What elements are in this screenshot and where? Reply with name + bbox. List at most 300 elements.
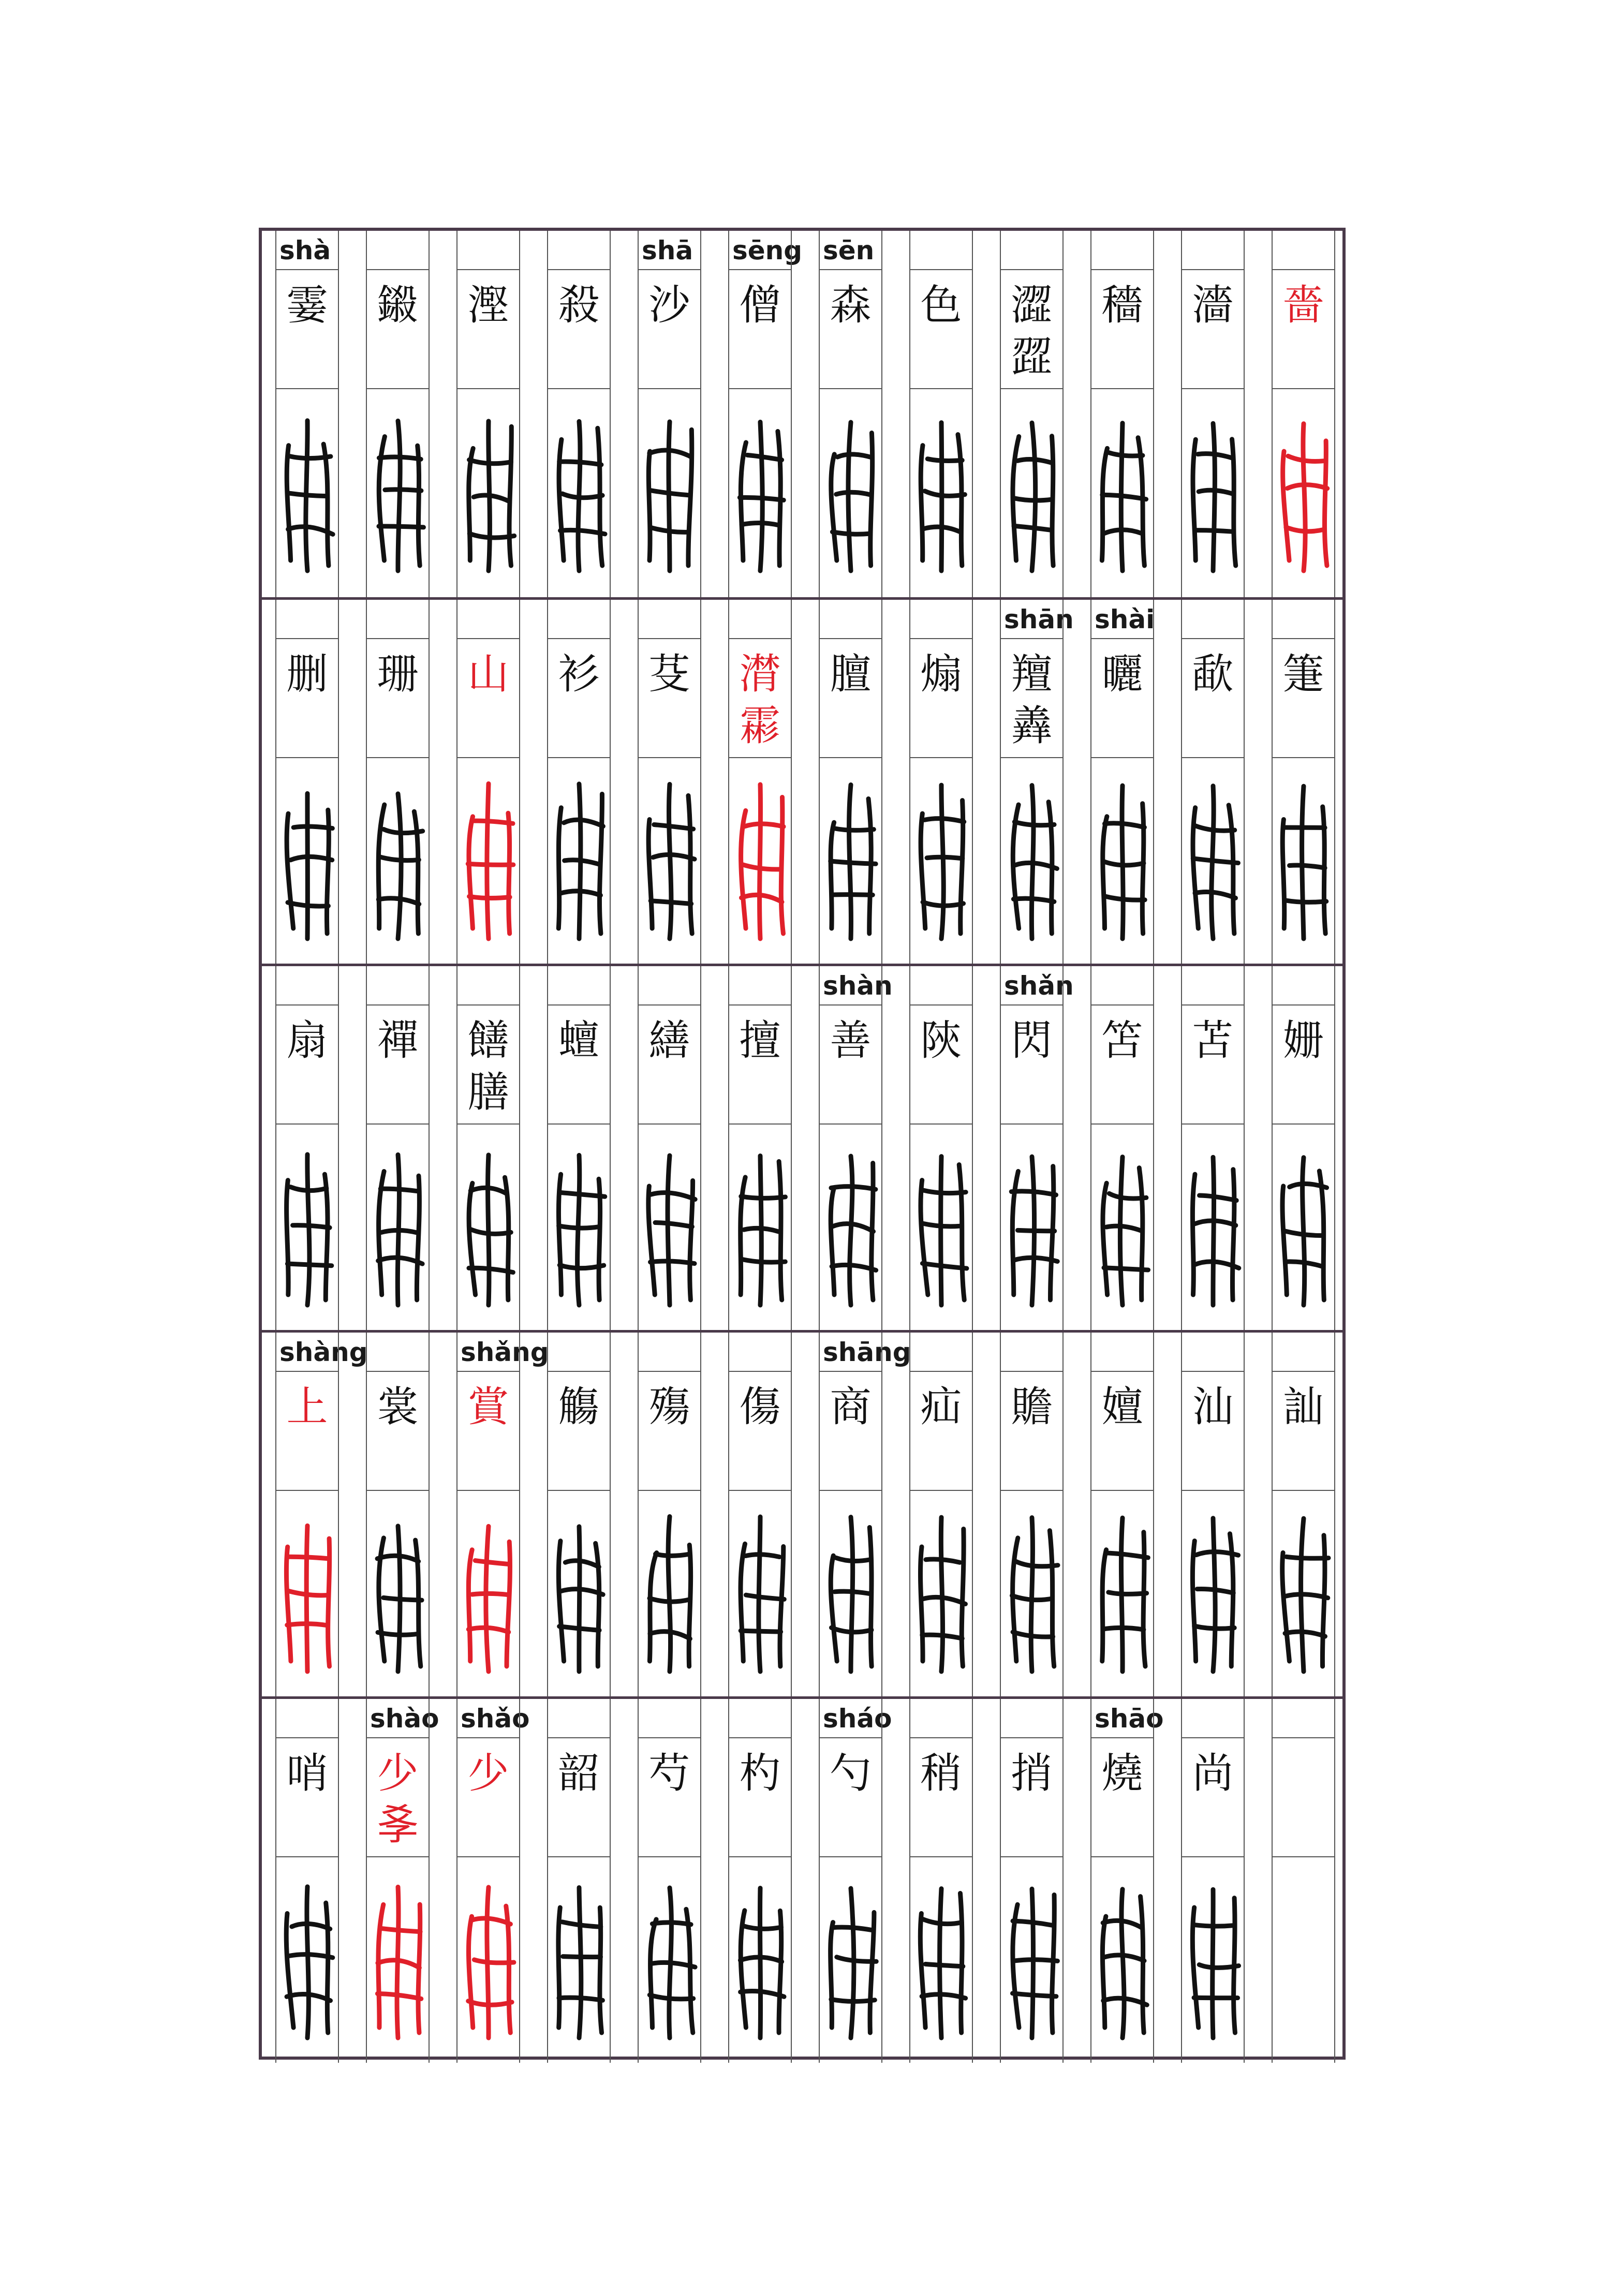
seal-stroke: [649, 1552, 656, 1661]
character-cell: [805, 1333, 911, 1696]
character-cell: [1077, 1333, 1168, 1696]
modern-glyph: 善: [830, 1016, 872, 1064]
seal-stroke: [831, 1189, 834, 1294]
modern-character: [1181, 1738, 1245, 1857]
seal-stroke: [559, 1626, 599, 1630]
seal-stroke: [381, 1230, 416, 1232]
seal-stroke: [831, 822, 834, 928]
modern-glyph: 穡: [1101, 281, 1143, 329]
seal-stroke: [1282, 819, 1284, 928]
character-row: [262, 1696, 1342, 2063]
pinyin-label: [1181, 966, 1245, 1005]
seal-stroke: [385, 490, 421, 491]
seal-script-drawing: [551, 405, 608, 581]
seal-stroke: [927, 459, 962, 461]
seal-stroke: [921, 446, 923, 560]
modern-glyph: 哨: [286, 1749, 328, 1797]
seal-script-glyph: [1181, 1857, 1245, 2063]
modern-glyph: 嗇: [1282, 281, 1324, 329]
seal-script-glyph: [1000, 389, 1064, 597]
seal-stroke: [1139, 1167, 1143, 1299]
modern-glyph: 尚: [1192, 1749, 1234, 1797]
pinyin-label: [275, 966, 339, 1005]
seal-stroke: [925, 491, 965, 496]
character-cell: [262, 600, 352, 964]
modern-character: [638, 639, 701, 758]
seal-stroke: [306, 1886, 308, 2037]
seal-script-glyph: [456, 758, 520, 964]
modern-character: [1090, 1372, 1154, 1491]
pinyin-label: [1090, 966, 1154, 1005]
seal-script-drawing: [460, 1506, 517, 1682]
seal-stroke: [741, 1544, 745, 1661]
modern-character: [1272, 1005, 1335, 1125]
pinyin-label: [638, 1699, 701, 1738]
seal-stroke: [868, 798, 871, 933]
seal-stroke: [1286, 1557, 1328, 1558]
character-cell: [352, 231, 443, 597]
pinyin-label: [1181, 1699, 1245, 1738]
seal-stroke: [1108, 1592, 1146, 1593]
seal-stroke: [1289, 865, 1325, 867]
pinyin-label: [728, 966, 792, 1005]
seal-script-drawing: [1185, 1140, 1242, 1315]
seal-script-drawing: [460, 1872, 517, 2048]
modern-character: [638, 270, 701, 389]
seal-stroke: [558, 1907, 559, 2028]
seal-stroke: [668, 1516, 670, 1672]
seal-script-glyph: [1000, 1125, 1064, 1330]
seal-stroke: [565, 1560, 599, 1566]
seal-stroke: [925, 1964, 963, 1966]
seal-script-glyph: [638, 389, 701, 597]
seal-stroke: [1012, 1537, 1017, 1661]
seal-script-glyph: [456, 389, 520, 597]
seal-stroke: [469, 896, 509, 898]
pinyin-label: [366, 966, 430, 1005]
seal-stroke: [397, 421, 400, 571]
seal-stroke: [1192, 1541, 1195, 1661]
modern-character: [1000, 270, 1064, 389]
modern-character: [909, 1738, 973, 1857]
modern-glyph: 色: [920, 281, 962, 329]
seal-script-glyph: [728, 1491, 792, 1696]
seal-stroke: [957, 435, 962, 566]
seal-stroke: [291, 1924, 330, 1929]
character-cell: [896, 1699, 986, 2063]
seal-stroke: [383, 829, 422, 833]
seal-stroke: [652, 1962, 695, 1967]
seal-stroke: [323, 444, 329, 566]
modern-character: [547, 1738, 611, 1857]
seal-script-glyph: [728, 1857, 792, 2063]
pinyin-label: shài: [1090, 600, 1154, 639]
modern-glyph: 陝: [920, 1016, 962, 1064]
seal-stroke: [417, 446, 419, 566]
seal-stroke: [472, 1918, 510, 1924]
seal-script-drawing: [1094, 1872, 1151, 2048]
seal-stroke: [579, 1887, 581, 2038]
seal-stroke: [832, 894, 872, 895]
seal-stroke: [654, 824, 693, 829]
modern-character: [1181, 1372, 1245, 1491]
seal-stroke: [563, 1956, 600, 1957]
modern-character: [456, 639, 520, 758]
seal-stroke: [324, 1174, 328, 1300]
modern-glyph: 歰: [1011, 333, 1053, 381]
seal-script-glyph: [819, 389, 882, 597]
modern-character: [819, 1738, 882, 1857]
character-cell: [1077, 600, 1168, 964]
character-cell: [624, 1699, 715, 2063]
modern-glyph: 衫: [558, 650, 600, 698]
modern-glyph: 上: [286, 1383, 328, 1431]
character-cell: [534, 1699, 624, 2063]
seal-stroke: [1052, 1895, 1054, 2032]
pinyin-label: [547, 231, 611, 270]
modern-glyph: 疝: [920, 1383, 962, 1431]
seal-stroke: [468, 864, 513, 865]
seal-script-drawing: [1185, 1506, 1242, 1682]
seal-script-glyph: [275, 1857, 339, 2063]
modern-character: [909, 270, 973, 389]
character-cell: [1077, 966, 1168, 1330]
pinyin-label: [1090, 1333, 1154, 1372]
pinyin-label: [275, 1699, 339, 1738]
seal-stroke: [1302, 1157, 1304, 1305]
modern-character: [1000, 1005, 1064, 1125]
pinyin-label: [638, 600, 701, 639]
character-cell: [262, 1699, 352, 2063]
pinyin-label: [456, 231, 520, 270]
seal-stroke: [920, 1547, 923, 1661]
modern-character: [909, 1005, 973, 1125]
modern-glyph: 訕: [1282, 1383, 1324, 1431]
character-cell: [715, 1699, 805, 2063]
seal-stroke: [1232, 1169, 1234, 1299]
seal-stroke: [830, 1922, 833, 2027]
pinyin-label: [1090, 231, 1154, 270]
seal-stroke: [1142, 803, 1143, 933]
character-cell: [1258, 1699, 1349, 2063]
seal-script-glyph: [456, 1491, 520, 1696]
character-row: [262, 964, 1342, 1330]
modern-character: [547, 1372, 611, 1491]
character-cell: [443, 966, 534, 1330]
seal-stroke: [922, 1994, 965, 1998]
seal-stroke: [1229, 805, 1234, 933]
seal-stroke: [1106, 1553, 1148, 1558]
seal-script-glyph: [1181, 758, 1245, 964]
pinyin-label: shǎn: [1000, 966, 1064, 1005]
character-cell: [986, 1699, 1077, 2063]
pinyin-label: [909, 231, 973, 270]
seal-stroke: [832, 1927, 871, 1930]
seal-stroke: [1108, 452, 1142, 456]
pinyin-label: shàng: [275, 1333, 339, 1372]
seal-script-glyph: [366, 1491, 430, 1696]
character-cell: [1168, 966, 1258, 1330]
seal-stroke: [560, 1589, 602, 1594]
seal-script-glyph: [1272, 1857, 1335, 2063]
pinyin-label: shāo: [1090, 1699, 1154, 1738]
seal-stroke: [287, 1264, 331, 1266]
character-cell: [896, 231, 986, 597]
seal-stroke: [688, 795, 691, 934]
character-cell: [986, 1333, 1077, 1696]
seal-stroke: [1192, 1174, 1195, 1295]
modern-character: [728, 1372, 792, 1491]
modern-character: [728, 270, 792, 389]
seal-stroke: [509, 426, 511, 566]
modern-character: [366, 1738, 430, 1857]
seal-script-glyph: [1090, 389, 1154, 597]
seal-script-glyph: [1181, 1125, 1245, 1330]
pinyin-label: [366, 600, 430, 639]
modern-glyph: 擅: [739, 1016, 781, 1064]
seal-stroke: [927, 857, 963, 859]
seal-stroke: [1103, 1628, 1143, 1630]
seal-script-drawing: [279, 773, 336, 949]
seal-stroke: [1212, 1889, 1213, 2038]
character-cell: [805, 231, 896, 597]
seal-script-drawing: [641, 405, 698, 581]
pinyin-label: [1181, 1333, 1245, 1372]
seal-stroke: [378, 1632, 418, 1635]
seal-stroke: [289, 456, 331, 458]
seal-stroke: [307, 1154, 309, 1305]
modern-character: [1181, 1005, 1245, 1125]
seal-script-drawing: [641, 1506, 698, 1682]
pinyin-label: [1272, 231, 1335, 270]
seal-stroke: [851, 1517, 853, 1671]
modern-glyph: 殺: [558, 281, 600, 329]
seal-stroke: [1286, 1594, 1327, 1598]
modern-glyph: 僧: [739, 281, 781, 329]
seal-stroke: [650, 1261, 694, 1263]
character-cell: [715, 231, 805, 597]
seal-stroke: [920, 1913, 925, 2028]
seal-stroke: [1199, 1195, 1236, 1200]
seal-stroke: [742, 523, 778, 525]
pinyin-label: [638, 1333, 701, 1372]
modern-character: [456, 1005, 520, 1125]
modern-glyph: 山: [467, 650, 509, 698]
seal-script-glyph: [547, 1857, 611, 2063]
seal-script-drawing: [1003, 1872, 1060, 2048]
seal-stroke: [383, 1598, 421, 1600]
seal-script-glyph: [1090, 1125, 1154, 1330]
seal-script-drawing: [551, 1872, 608, 2048]
modern-glyph: 汕: [1192, 1383, 1234, 1431]
seal-script-drawing: [370, 1140, 426, 1315]
character-row: [262, 597, 1342, 964]
seal-script-glyph: [728, 1125, 792, 1330]
pinyin-label: [728, 1333, 792, 1372]
character-cell: [1258, 600, 1349, 964]
character-cell: [534, 600, 624, 964]
seal-stroke: [747, 455, 781, 460]
seal-script-glyph: [456, 1125, 520, 1330]
seal-stroke: [741, 1196, 785, 1198]
seal-stroke: [651, 900, 691, 904]
seal-stroke: [1289, 1184, 1326, 1187]
character-cell: [1168, 1699, 1258, 2063]
pinyin-label: [366, 1333, 430, 1372]
modern-glyph: 膳: [467, 1068, 509, 1116]
modern-glyph: 捎: [1011, 1749, 1053, 1797]
seal-script-glyph: [728, 758, 792, 964]
modern-glyph: 鎩: [377, 281, 419, 329]
seal-stroke: [652, 1922, 691, 1924]
seal-script-glyph: [1000, 1491, 1064, 1696]
modern-character: [909, 639, 973, 758]
seal-stroke: [381, 1928, 420, 1931]
pinyin-label: [1000, 231, 1064, 270]
character-cell: [1168, 1333, 1258, 1696]
seal-stroke: [468, 448, 473, 560]
seal-stroke: [1282, 1186, 1286, 1294]
seal-stroke: [326, 1903, 328, 2033]
character-cell: [352, 600, 443, 964]
seal-stroke: [941, 1517, 942, 1672]
seal-stroke: [831, 1556, 837, 1661]
seal-script-glyph: [275, 1491, 339, 1696]
seal-script-glyph: [909, 1857, 973, 2063]
seal-stroke: [1013, 498, 1052, 500]
character-sheet: [259, 228, 1346, 2060]
character-cell: [805, 600, 896, 964]
seal-script-drawing: [1185, 773, 1242, 949]
seal-script-glyph: [1090, 1857, 1154, 2063]
character-cell: [624, 231, 715, 597]
modern-glyph: 繕: [648, 1016, 690, 1064]
modern-character: [1272, 1738, 1335, 1857]
seal-script-glyph: [366, 758, 430, 964]
seal-stroke: [1195, 530, 1232, 532]
character-cell: [1077, 1699, 1168, 2063]
seal-script-glyph: [456, 1857, 520, 2063]
pinyin-label: [547, 600, 611, 639]
seal-stroke: [1192, 439, 1195, 560]
modern-glyph: 霎: [286, 281, 328, 329]
seal-script-glyph: [728, 389, 792, 597]
modern-glyph: 羴: [1011, 702, 1053, 750]
modern-character: [366, 1005, 430, 1125]
character-row: [262, 231, 1342, 597]
character-cell: [715, 1333, 805, 1696]
modern-character: [1272, 270, 1335, 389]
modern-glyph: 禪: [377, 1016, 419, 1064]
seal-script-drawing: [370, 1872, 426, 2048]
seal-stroke: [1196, 1551, 1238, 1555]
seal-stroke: [1121, 1889, 1124, 2037]
seal-script-drawing: [460, 1140, 517, 1315]
character-cell: [1077, 231, 1168, 597]
seal-stroke: [560, 530, 604, 534]
modern-character: [1181, 270, 1245, 389]
seal-stroke: [960, 1893, 962, 2033]
modern-glyph: 曬: [1101, 650, 1143, 698]
modern-glyph: 勺: [830, 1749, 872, 1797]
seal-script-drawing: [1003, 1140, 1060, 1315]
character-cell: [352, 1333, 443, 1696]
character-cell: [534, 1333, 624, 1696]
modern-glyph: 芍: [648, 1749, 690, 1797]
modern-character: [456, 1738, 520, 1857]
seal-stroke: [1213, 1518, 1215, 1671]
modern-character: [1000, 639, 1064, 758]
seal-stroke: [286, 1180, 288, 1294]
seal-script-drawing: [1275, 1506, 1332, 1682]
seal-stroke: [1012, 1993, 1056, 1996]
seal-script-drawing: [551, 1506, 608, 1682]
seal-stroke: [508, 813, 509, 934]
modern-character: [909, 1372, 973, 1491]
seal-script-drawing: [1003, 773, 1060, 949]
seal-stroke: [562, 494, 602, 498]
seal-stroke: [836, 492, 870, 495]
seal-stroke: [558, 1225, 597, 1228]
seal-stroke: [648, 1186, 654, 1295]
pinyin-label: [1000, 1333, 1064, 1372]
seal-stroke: [653, 854, 694, 859]
seal-stroke: [485, 1526, 488, 1672]
seal-stroke: [959, 1164, 964, 1299]
seal-stroke: [740, 497, 784, 500]
seal-script-drawing: [279, 1506, 336, 1682]
modern-character: [275, 1738, 339, 1857]
seal-stroke: [1324, 441, 1326, 566]
seal-stroke: [668, 1155, 670, 1305]
seal-stroke: [287, 1557, 328, 1559]
modern-character: [819, 639, 882, 758]
seal-stroke: [558, 1541, 564, 1661]
seal-stroke: [1104, 1267, 1148, 1269]
seal-stroke: [1102, 1916, 1106, 2028]
seal-script-glyph: [819, 1491, 882, 1696]
seal-script-glyph: [638, 1125, 701, 1330]
modern-character: [1090, 270, 1154, 389]
seal-script-drawing: [732, 773, 789, 949]
pinyin-label: [275, 600, 339, 639]
seal-stroke: [745, 1554, 779, 1557]
seal-stroke: [378, 805, 385, 928]
seal-script-glyph: [1272, 758, 1335, 964]
seal-stroke: [741, 442, 746, 560]
seal-stroke: [475, 1560, 509, 1564]
seal-stroke: [1104, 823, 1144, 827]
seal-script-drawing: [1094, 1140, 1151, 1315]
seal-script-drawing: [1094, 773, 1151, 949]
pinyin-label: sēng: [728, 231, 792, 270]
pinyin-label: [366, 231, 430, 270]
modern-glyph: 殤: [648, 1383, 690, 1431]
seal-script-glyph: [547, 758, 611, 964]
modern-glyph: 芟: [648, 650, 690, 698]
seal-script-drawing: [1003, 405, 1060, 581]
character-cell: [1258, 966, 1349, 1330]
seal-stroke: [834, 828, 874, 830]
seal-stroke: [1322, 1535, 1325, 1666]
seal-script-glyph: [1000, 1857, 1064, 2063]
seal-script-drawing: [732, 1872, 789, 2048]
pinyin-label: shǎng: [456, 1333, 520, 1372]
seal-stroke: [851, 1888, 854, 2038]
pinyin-label: shāng: [819, 1333, 882, 1372]
seal-stroke: [488, 1155, 489, 1305]
modern-glyph: 稍: [920, 1749, 962, 1797]
